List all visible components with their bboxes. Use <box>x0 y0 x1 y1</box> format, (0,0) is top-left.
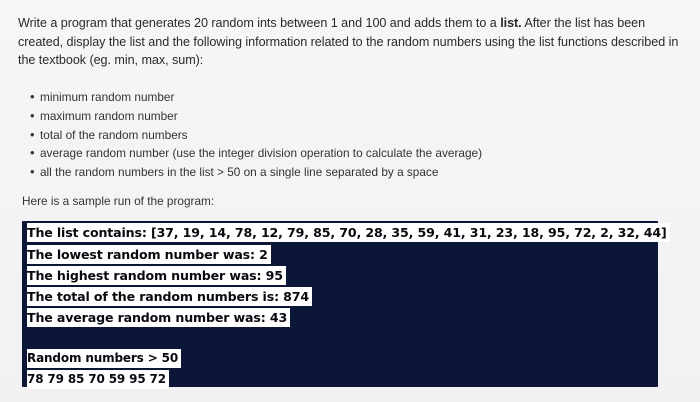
list-item <box>30 144 482 163</box>
list-item-text: all the random numbers in the list > 50 on a single line separated by a space <box>40 165 439 180</box>
list-item-text: maximum random number <box>40 108 178 123</box>
output-line-random-values: 78 79 85 70 59 95 72 <box>27 370 169 389</box>
output-line-highest: The highest random number was: 95 <box>27 266 286 285</box>
output-line-total: The total of the random numbers is: 874 <box>27 287 312 306</box>
output-line-lowest: The lowest random number was: 2 <box>27 245 271 264</box>
output-line-list: The list contains: [37, 19, 14, 78, 12, 79, 85, 70, 28, 35, 59, 41, 31, 23, 18, 95, 72, 2, 32, 44] <box>27 223 670 242</box>
output-line-average: The average random number was: 43 <box>27 308 290 327</box>
bullet-icon: • <box>30 126 35 142</box>
list-item <box>30 163 482 182</box>
bullet-icon: • <box>30 164 35 180</box>
list-item-text: average random number (use the integer division operation to calculate the average) <box>40 146 482 161</box>
description-text-start: Write a program that generates 20 random ints between 1 and 100 and adds them to a <box>18 16 501 30</box>
description-emphasis: list. <box>500 16 522 30</box>
list-item-text: minimum random number <box>40 90 175 104</box>
description-text-end: After the list has been created, display the list and the following information related to the random numbers using the list functions described in the textbook (eg. min, max, sum): <box>18 16 679 68</box>
bullet-icon: • <box>30 107 35 123</box>
bullet-icon: • <box>30 89 35 104</box>
sample-run-label: Here is a sample run of the program: <box>22 194 215 208</box>
requirements-list <box>30 88 482 182</box>
bullet-icon: • <box>30 145 35 161</box>
output-line-random-header: Random numbers > 50 <box>27 349 181 368</box>
list-item <box>30 107 482 126</box>
list-item <box>30 126 482 145</box>
list-item-text: total of the random numbers <box>40 127 188 142</box>
list-item <box>30 88 482 107</box>
assignment-description <box>18 14 686 70</box>
